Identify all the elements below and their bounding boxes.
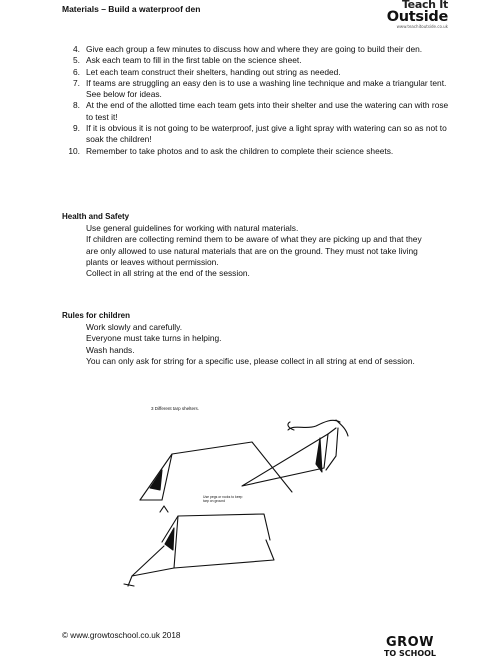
step-text: At the end of the allotted time each team gets into their shelter and use the watering can with rose to test it! bbox=[86, 100, 449, 122]
grow-to-school-logo bbox=[370, 636, 450, 658]
logo-line-1: GROW bbox=[385, 635, 435, 650]
logo-line-2: TO SCHOOL bbox=[383, 649, 437, 658]
list-item bbox=[62, 123, 452, 146]
footer-copyright: © www.growtoschool.co.uk 2018 bbox=[62, 631, 181, 640]
step-text: Ask each team to fill in the first table on the science sheet. bbox=[86, 55, 302, 66]
step-number: 5. bbox=[73, 55, 80, 66]
rule-item: You can only ask for string for a specific use, please collect in all string at end of session. bbox=[86, 355, 415, 366]
rule-item: Work slowly and carefully. bbox=[86, 322, 183, 332]
figure-caption: 3 Different tarp shelters. bbox=[151, 406, 199, 411]
list-item bbox=[62, 67, 452, 78]
list-item bbox=[62, 100, 452, 123]
health-safety-paragraph: If children are collecting remind them to be aware of what they are picking up and that they are only allowed to use natural materials that are on the ground. They must not take living plants or leaves without permission. bbox=[86, 234, 422, 267]
rule-item: Wash hands. bbox=[86, 344, 135, 355]
logo-line-2: Outside bbox=[386, 9, 448, 25]
logo-line-1: Teach It bbox=[401, 0, 448, 11]
step-text: If it is obvious it is not going to be waterproof, just give a light spray with watering can so as not to soak the children! bbox=[86, 123, 447, 145]
page-title: Materials – Build a waterproof den bbox=[62, 4, 201, 14]
health-safety-body bbox=[86, 223, 436, 279]
teach-it-outside-logo bbox=[378, 0, 448, 29]
step-number: 6. bbox=[73, 66, 80, 77]
step-number: 10. bbox=[68, 145, 80, 156]
list-item bbox=[62, 146, 452, 157]
rule-item: Everyone must take turns in helping. bbox=[86, 333, 222, 344]
step-number: 8. bbox=[73, 100, 80, 111]
health-safety-paragraph: Collect in all string at the end of the session. bbox=[86, 268, 250, 279]
shelter-2-drawing bbox=[242, 420, 348, 486]
logo-tagline: www.teachitoutside.co.uk bbox=[396, 24, 448, 29]
list-item bbox=[62, 55, 452, 66]
step-number: 4. bbox=[73, 44, 80, 54]
list-item bbox=[62, 44, 452, 55]
step-number: 7. bbox=[73, 77, 80, 88]
step-text: Remember to take photos and to ask the children to complete their science sheets. bbox=[86, 145, 394, 156]
step-number: 9. bbox=[73, 123, 80, 134]
health-safety-paragraph: Use general guidelines for working with natural materials. bbox=[86, 223, 299, 233]
tarp-shelters-figure bbox=[110, 398, 390, 608]
list-item bbox=[62, 78, 452, 101]
step-text: If teams are struggling an easy den is to use a washing line technique and make a triangular tent. See below for ideas. bbox=[86, 77, 447, 100]
figure-note: Use pegs or rocks to keep tarp on ground bbox=[203, 495, 243, 503]
step-text: Give each group a few minutes to discuss how and where they are going to build their den. bbox=[86, 44, 423, 54]
rules-body bbox=[86, 322, 436, 367]
tarp-shelters-drawing bbox=[110, 398, 390, 608]
health-safety-heading: Health and Safety bbox=[62, 212, 130, 221]
shelter-3-drawing bbox=[124, 506, 274, 586]
steps-list bbox=[62, 44, 452, 157]
shelter-1-drawing bbox=[140, 442, 292, 500]
step-text: Let each team construct their shelters, handing out string as needed. bbox=[86, 66, 341, 77]
rules-heading: Rules for children bbox=[62, 311, 131, 320]
